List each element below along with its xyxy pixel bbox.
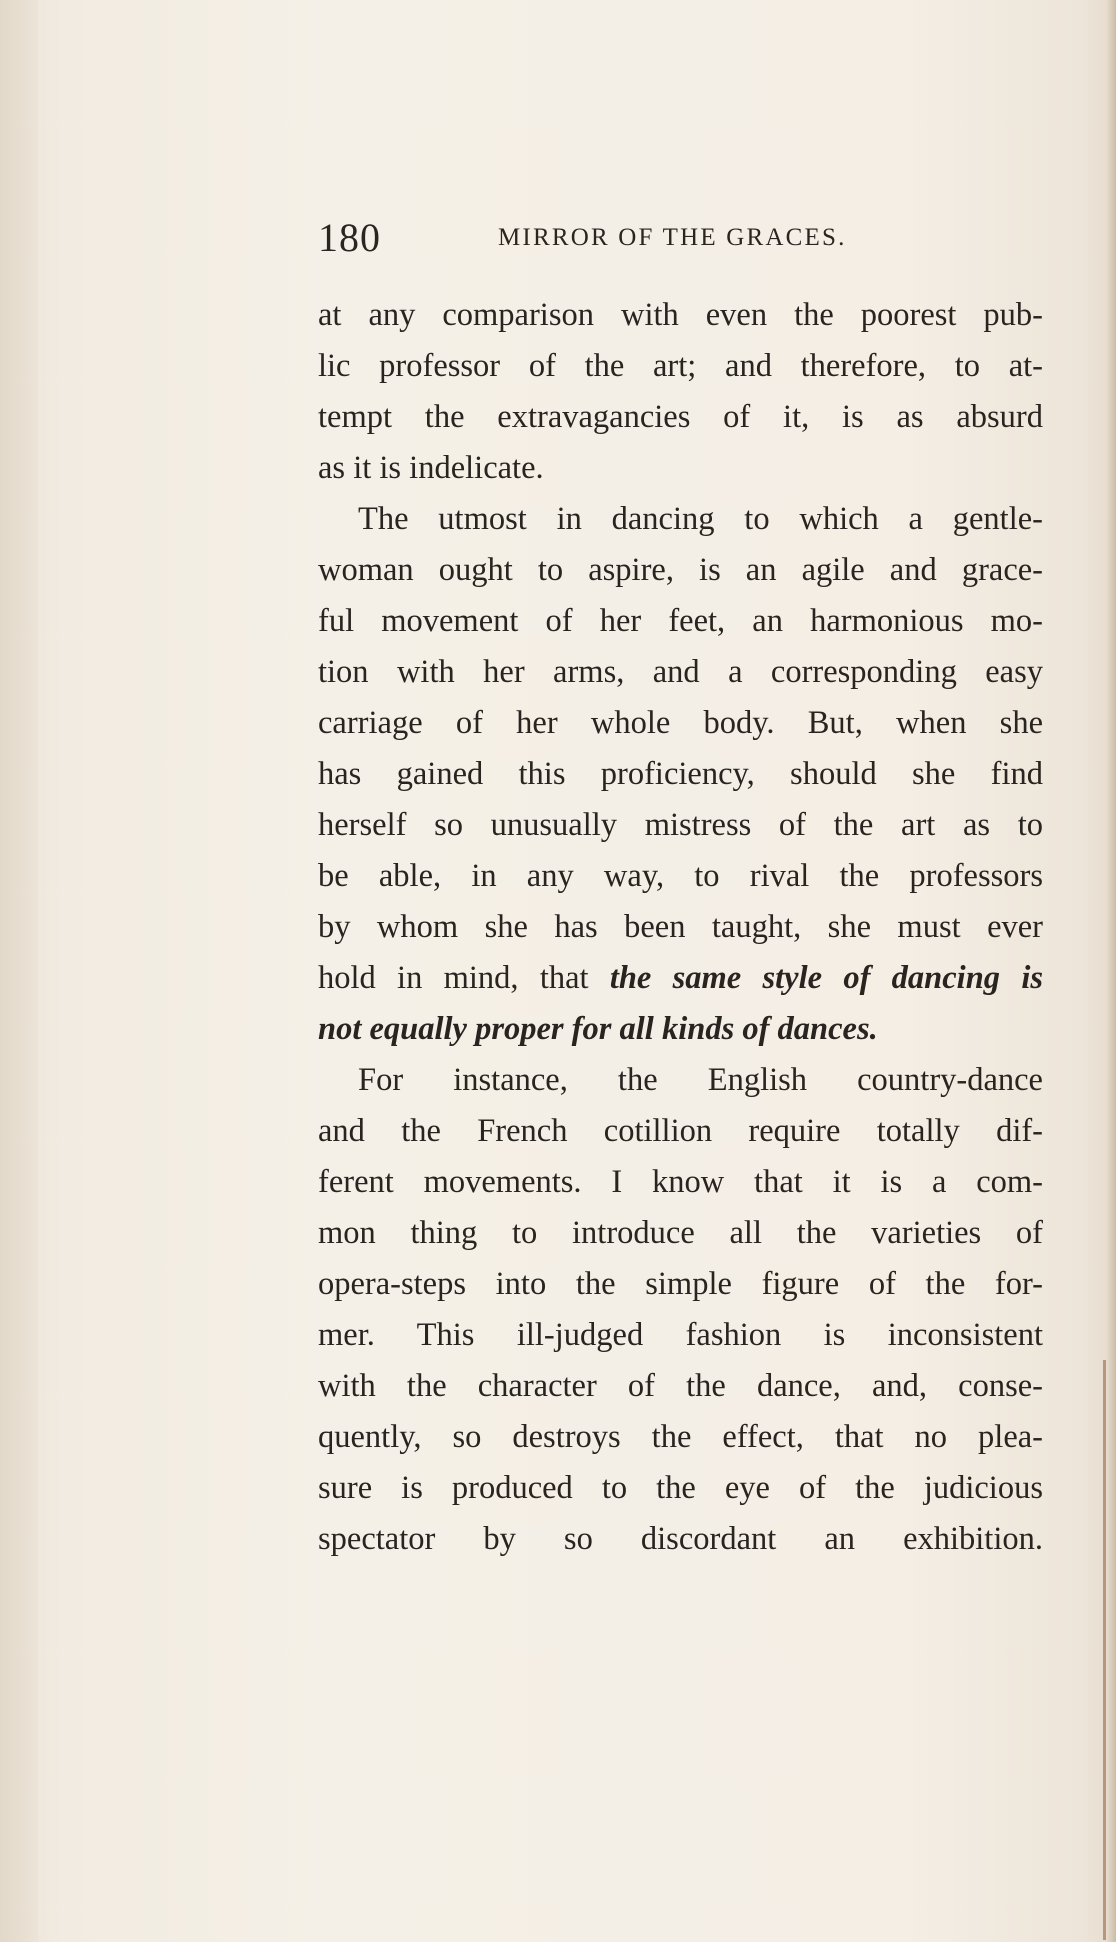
binding-gutter <box>0 0 38 1942</box>
text-line: herself so unusually mistress of the art as to <box>318 807 1043 843</box>
italic-emphasis: the same style of dancing is <box>609 960 1043 996</box>
text-line: quently, so destroys the effect, that no plea- <box>318 1419 1043 1455</box>
text-line: sure is produced to the eye of the judicious <box>318 1470 1043 1506</box>
page-edge-shadow <box>1103 1360 1106 1940</box>
page-edge <box>1106 0 1116 1942</box>
text-line: has gained this proficiency, should she find <box>318 756 1043 792</box>
text-line: be able, in any way, to rival the professors <box>318 858 1043 894</box>
italic-emphasis: not equally proper for all kinds of dances. <box>318 1011 878 1047</box>
text-line: and the French cotillion require totally dif- <box>318 1113 1043 1149</box>
text-line: tempt the extravagancies of it, is as absurd <box>318 399 1043 435</box>
text-line: opera-steps into the simple figure of the for- <box>318 1266 1043 1302</box>
page-number: 180 <box>318 215 381 260</box>
running-head: MIRROR OF THE GRACES. <box>498 224 847 251</box>
text-line: The utmost in dancing to which a gentle- <box>358 501 1043 537</box>
text-line: mon thing to introduce all the varieties of <box>318 1215 1043 1251</box>
text-line: with the character of the dance, and, conse- <box>318 1368 1043 1404</box>
text-line: spectator by so discordant an exhibition. <box>318 1521 1043 1557</box>
text-line: by whom she has been taught, she must ever <box>318 909 1043 945</box>
text-line: as it is indelicate. <box>318 450 544 486</box>
text-line: lic professor of the art; and therefore, to at- <box>318 348 1043 384</box>
text-line: at any comparison with even the poorest pub- <box>318 297 1043 333</box>
text-line: ful movement of her feet, an harmonious mo- <box>318 603 1043 639</box>
text-line: carriage of her whole body. But, when she <box>318 705 1043 741</box>
text-line: hold in mind, that the same style of dancing is <box>318 960 1043 996</box>
page-header <box>318 214 1048 264</box>
text-line: mer. This ill-judged fashion is inconsistent <box>318 1317 1043 1353</box>
text-line <box>318 1004 1043 1055</box>
text-line: tion with her arms, and a corresponding easy <box>318 654 1043 690</box>
text-line: For instance, the English country-dance <box>358 1062 1043 1098</box>
text-line: woman ought to aspire, is an agile and grace- <box>318 552 1043 588</box>
text-line: ferent movements. I know that it is a com- <box>318 1164 1043 1200</box>
body-text <box>318 290 1043 1565</box>
